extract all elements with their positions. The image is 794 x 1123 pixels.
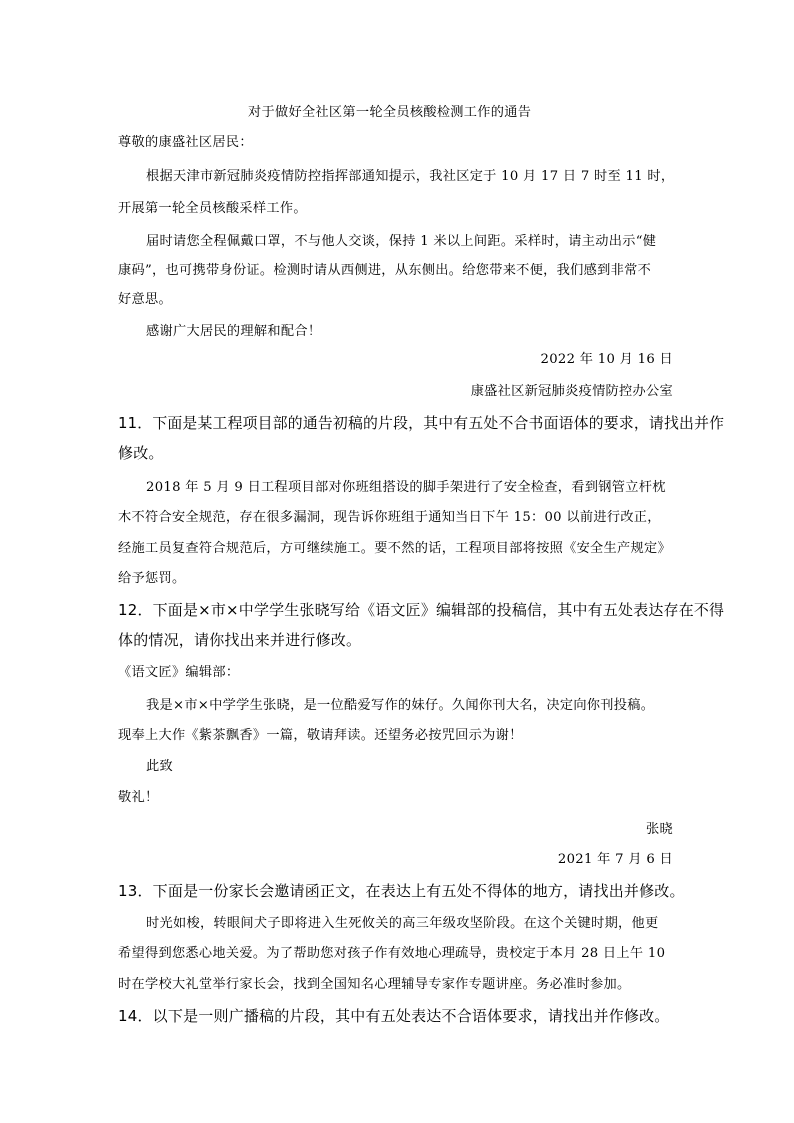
question-13-stem: 13．下面是一份家长会邀请函正文，在表达上有五处不得体的地方，请找出并修改。 — [118, 882, 685, 900]
letter-closing: 敬礼！ — [118, 790, 159, 805]
notice-paragraph-line: 康码”，也可携带身份证。检测时请从西侧进，从东侧出。给您带来不便，我们感到非常不 — [118, 263, 652, 278]
notice-paragraph-line: 届时请您全程佩戴口罩，不与他人交谈，保持 1 米以上间距。采样时，请主动出示“健 — [146, 234, 657, 249]
question-11-body-line: 木不符合安全规范，存在很多漏洞，现告诉你班组于通知当日下午 15：00 以前进行改正， — [118, 510, 661, 525]
letter-closing: 此致 — [146, 759, 173, 774]
letter-body-line: 我是×市×中学学生张晓，是一位酷爱写作的妹仔。久闻你刊大名，决定向你刊投稿。 — [146, 698, 655, 713]
notice-paragraph-line: 好意思。 — [118, 292, 172, 307]
question-12-stem: 体的情况，请你找出来并进行修改。 — [118, 631, 362, 649]
letter-addressee: 《语文匠》编辑部： — [118, 665, 240, 680]
question-13-body-line: 时光如梭，转眼间犬子即将进入生死攸关的高三年级攻坚阶段。在这个关键时期，他更 — [146, 916, 659, 931]
question-11-body-line: 经施工员复查符合规范后，方可继续施工。要不然的话，工程项目部将按照《安全生产规定》 — [118, 541, 671, 556]
notice-date: 2022 年 10 月 16 日 — [540, 352, 673, 367]
letter-signer: 张晓 — [646, 822, 673, 837]
notice-salutation: 尊敬的康盛社区居民： — [118, 135, 253, 150]
question-11-body-line: 给予惩罚。 — [118, 571, 186, 586]
question-14-stem: 14．以下是一则广播稿的片段，其中有五处表达不合语体要求，请找出并作修改。 — [118, 1007, 670, 1025]
notice-paragraph-line: 开展第一轮全员核酸采样工作。 — [118, 201, 307, 216]
notice-paragraph-line: 根据天津市新冠肺炎疫情防控指挥部通知提示，我社区定于 10 月 17 日 7 时至 11 时， — [146, 169, 675, 184]
question-13-body-line: 希望得到您悉心地关爱。为了帮助您对孩子作有效地心理疏导，贵校定于本月 28 日上午 10 — [118, 946, 666, 961]
notice-thanks: 感谢广大居民的理解和配合！ — [146, 324, 322, 339]
question-11-stem: 11．下面是某工程项目部的通告初稿的片段，其中有五处不合书面语体的要求，请找出并作 — [118, 414, 725, 432]
question-13-body-line: 时在学校大礼堂举行家长会，找到全国知名心理辅导专家作专题讲座。务必准时参加。 — [118, 977, 631, 992]
notice-title: 对于做好全社区第一轮全员核酸检测工作的通告 — [248, 105, 532, 120]
question-11-stem: 修改。 — [118, 444, 164, 462]
notice-signer: 康盛社区新冠肺炎疫情防控办公室 — [470, 384, 673, 399]
question-11-body-line: 2018 年 5 月 9 日工程项目部对你班组搭设的脚手架进行了安全检查，看到钢管立杆枕 — [146, 480, 666, 495]
letter-date: 2021 年 7 月 6 日 — [557, 852, 673, 867]
letter-body-line: 现奉上大作《紫茶飘香》一篇，敬请拜读。还望务必按咒回示为谢！ — [118, 728, 523, 743]
question-12-stem: 12．下面是×市×中学学生张晓写给《语文匠》编辑部的投稿信，其中有五处表达存在不得 — [118, 601, 725, 619]
